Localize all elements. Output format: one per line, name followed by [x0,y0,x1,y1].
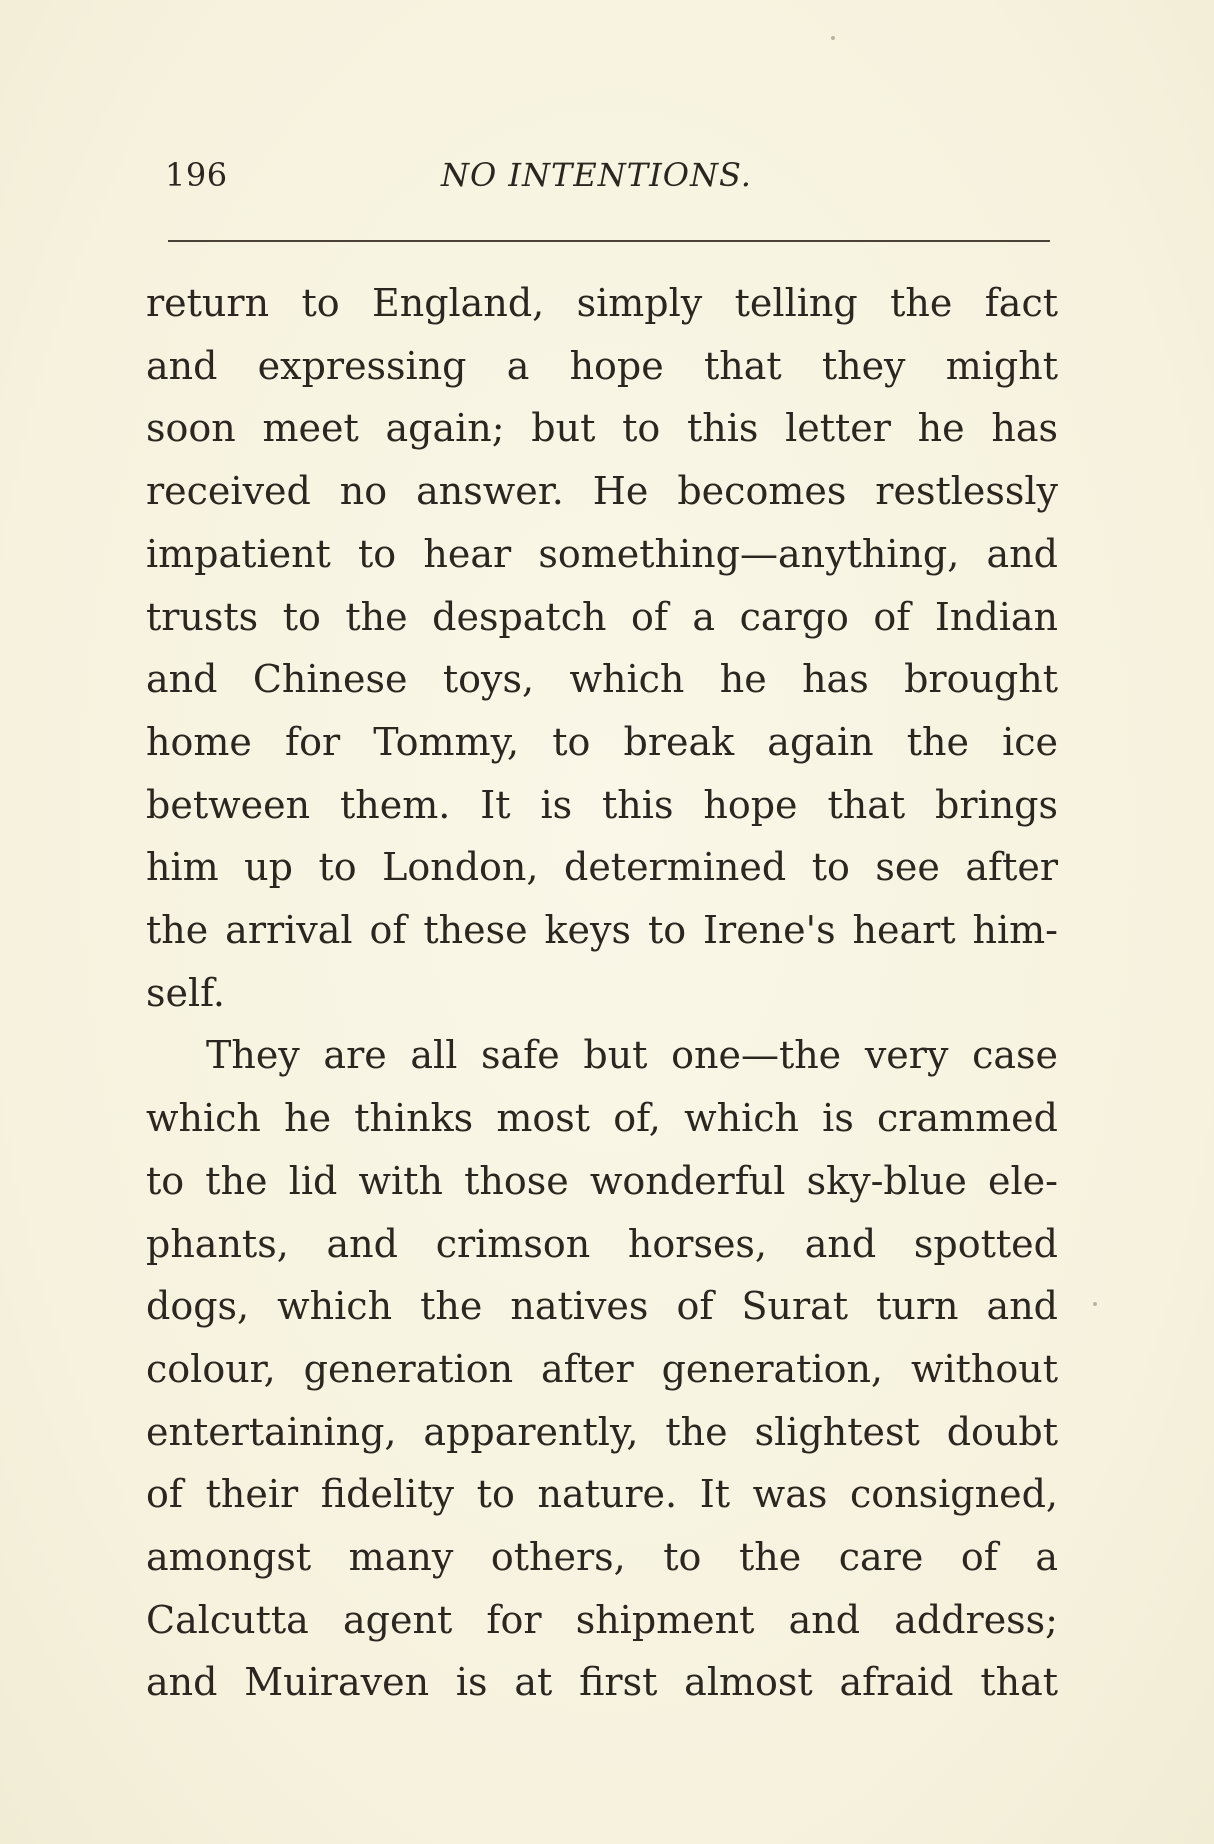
paper-speck [1093,1302,1097,1306]
text-line: between them. It is this hope that brings [146,782,1058,827]
text-line: dogs, which the natives of Surat turn and [146,1284,1058,1329]
text-line: They are all safe but one—the very case [206,1033,1058,1078]
text-line: entertaining, apparently, the slightest doubt [146,1409,1058,1454]
text-line: soon meet again; but to this letter he has [146,406,1058,451]
text-line: Calcutta agent for shipment and address; [146,1597,1058,1642]
text-line: impatient to hear something—anything, and [146,531,1058,576]
text-line: home for Tommy, to break again the ice [146,719,1058,764]
paper-speck [831,36,835,40]
text-line: and Chinese toys, which he has brought [146,657,1058,702]
page-number: 196 [165,156,228,194]
text-line: and expressing a hope that they might [146,343,1058,388]
text-line: and Muiraven is at first almost afraid that [146,1660,1058,1705]
text-line: return to England, simply telling the fact [146,281,1058,325]
text-line: received no answer. He becomes restlessly [146,469,1058,514]
text-line: amongst many others, to the care of a [146,1535,1058,1580]
body-text [146,272,1058,1714]
text-line: which he thinks most of, which is crammed [146,1096,1058,1141]
running-head: NO INTENTIONS. [441,156,752,194]
text-line: self. [146,970,225,1015]
page-header [165,152,1051,198]
text-line: him up to London, determined to see after [146,845,1058,890]
text-line: the arrival of these keys to Irene's heart him- [146,908,1058,953]
header-rule [168,240,1050,242]
text-line: phants, and crimson horses, and spotted [146,1221,1058,1266]
text-line: trusts to the despatch of a cargo of Indian [146,594,1058,639]
text-line: to the lid with those wonderful sky-blue ele- [146,1158,1058,1203]
text-line: colour, generation after generation, without [146,1346,1058,1391]
text-line: of their fidelity to nature. It was consigned, [146,1472,1058,1517]
